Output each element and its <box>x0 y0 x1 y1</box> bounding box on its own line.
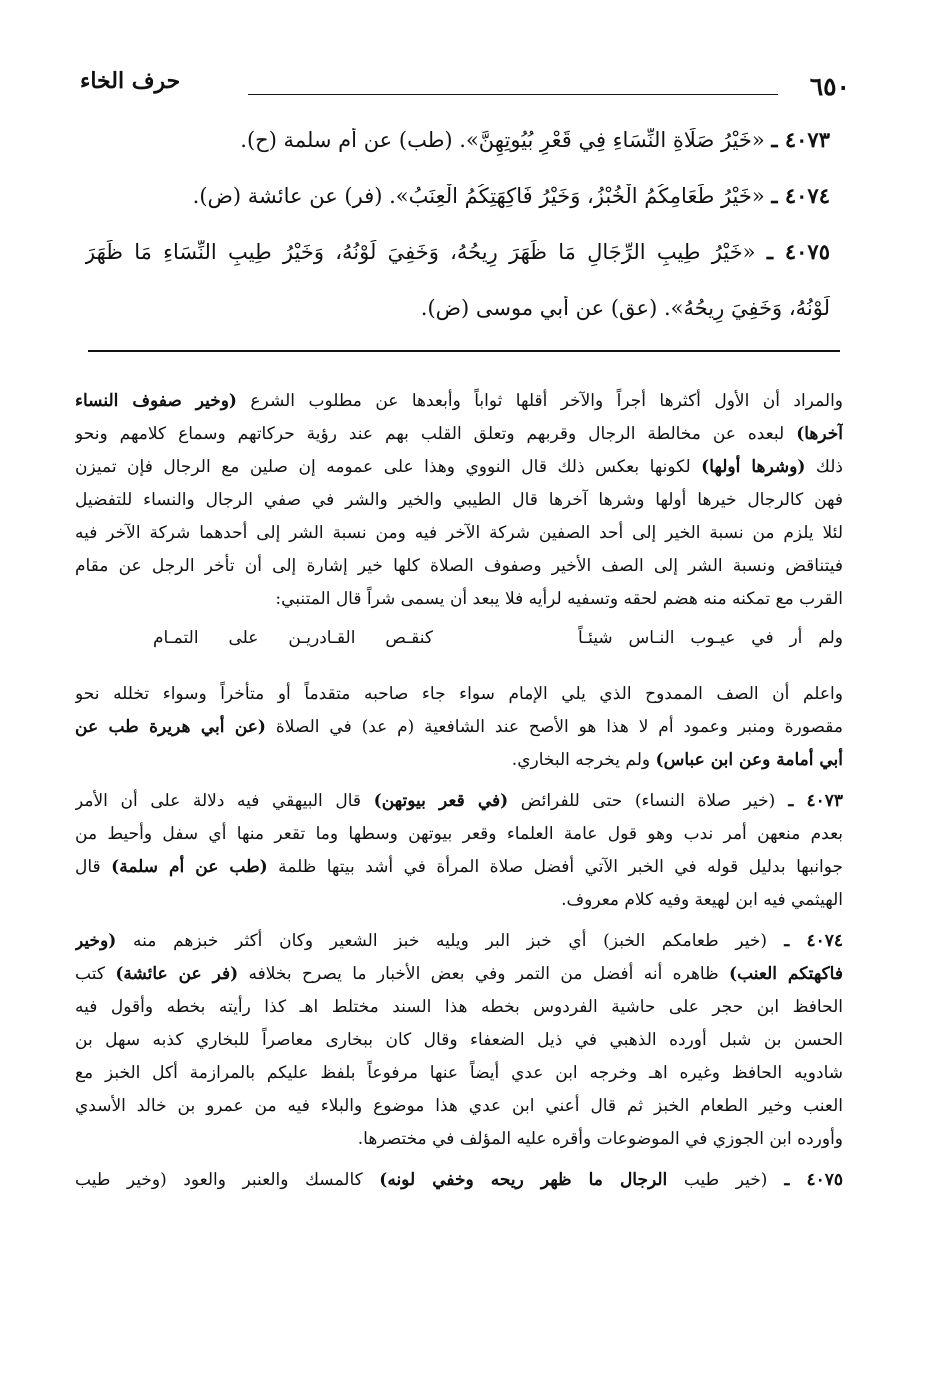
commentary-line <box>75 925 843 958</box>
bold-run: فاكهتكم العنب) <box>729 964 843 984</box>
commentary-line <box>75 517 843 550</box>
hadith-number: ٤٠٧٥ ـ <box>766 240 830 264</box>
commentary-line <box>75 1024 843 1057</box>
text-run: لكونها بعكس ذلك قال النووي وهذا على عمومه إن صلين مع الرجال فإن تميزن <box>75 457 702 477</box>
text-run: الحافظ ابن حجر على حاشية الفردوس بخطه هذا السند مختلط اهـ كذا رأيته بخطه وأقول فيه <box>75 997 843 1017</box>
commentary-line <box>75 385 843 418</box>
text-run: الحسن بن شبل أورده الذهبي في ذيل الضعفاء وقال كان ببخارى معاصراً للبخاري كذبه سهل بن <box>75 1030 843 1050</box>
text-run: جوانبها بدليل قوله في الخبر الآتي أفضل صلاة المرأة في أشد بيتها ظلمة <box>267 857 843 877</box>
hadith-text: «خَيْرُ صَلَاةِ النِّسَاءِ فِي قَعْرِ بُيُوتِهِنَّ». (طب) عن أم سلمة (ح). <box>240 128 765 152</box>
hadith-4074 <box>85 184 830 240</box>
commentary-line <box>75 418 843 451</box>
text-run: كتب <box>75 964 116 984</box>
commentary-line <box>75 1164 843 1197</box>
chapter-title: حرف الخاء <box>80 68 181 94</box>
commentary-line <box>75 583 843 616</box>
text-run: قال البيهقي فيه دلالة على أن الأمر <box>75 791 374 811</box>
hadith-4073 <box>85 128 830 184</box>
verse-first-hemistich: ولم أر في عيـوب النـاس شيئـاً <box>578 628 843 648</box>
commentary-line <box>75 550 843 583</box>
hadith-4075-continued <box>85 296 830 352</box>
text-run: لبعده عن مخالطة الرجال وقربهم وتعلق القلب بهم عند رؤية حركاتهم وسماع كلامهم ونحو <box>75 424 797 444</box>
hadith-text: لَوْنُهُ، وَخَفِيَ رِيحُهُ». (عق) عن أبي موسى (ض). <box>420 296 830 320</box>
text-run: (خير صلاة النساء) حتى للفرائض <box>508 791 776 811</box>
text-run: مقصورة ومنبر وعمود أم لا هذا هو الأصح عند الشافعية (م عد) في الصلاة <box>265 717 843 737</box>
text-run: (خير طعامكم الخبز) أي خبز البر ويليه خبز الشعير وكان أكثر خبزهم منه <box>116 931 768 951</box>
bold-run: أبي أمامة وعن ابن عباس) <box>655 750 843 770</box>
hadith-number: ٤٠٧٣ ـ <box>771 128 830 152</box>
commentary-line <box>75 484 843 517</box>
bold-run: (فر عن عائشة) <box>115 964 239 984</box>
commentary-line <box>75 1123 843 1156</box>
bold-run: (عن أبي هريرة طب عن <box>75 717 266 737</box>
verse-second-hemistich: كنقـص القـادريـن على التمـام <box>153 628 433 648</box>
text-run: شادويه الحافظ وغيره اهـ وخرجه ابن عدي أيضاً عنها مرفوعاً بلفظ عليكم بالمرازمة أكل الخبز مع <box>75 1063 843 1083</box>
poetry-verse <box>75 616 843 678</box>
hadith-texts <box>85 128 830 352</box>
commentary-line <box>75 1090 843 1123</box>
hadith-text: «خَيْرُ طِيبِ الرِّجَالِ مَا ظَهَرَ رِيحُهُ، وَخَفِيَ لَوْنُهُ، وَخَيْرُ طِيبِ النِّسَاءِ مَا ظَهَرَ <box>85 240 756 264</box>
bold-run: الرجال ما ظهر ريحه وخفي لونه) <box>379 1170 668 1190</box>
text-run: بعدم منعهن أمر ندب وهو قول عامة العلماء وقعر بيوتهن وسطها وما تقعر منها أي سفل وأحيط من <box>75 824 843 844</box>
commentary-line <box>75 991 843 1024</box>
section-separator <box>88 350 840 352</box>
commentary-line <box>75 711 843 744</box>
text-run: وأورده ابن الجوزي في الموضوعات وأقره عليه المؤلف في مختصرها. <box>357 1129 843 1149</box>
bold-run: (وخير صفوف النساء <box>75 391 237 411</box>
text-run: العنب وخير الطعام الخبز ثم قال أعني ابن عدي هذا موضوع والبلاء فيه من عمرو بن خالد الأسدي <box>75 1096 843 1116</box>
text-run: (وخير طيب <box>75 1170 167 1190</box>
entry-number: ٤٠٧٣ ـ <box>775 791 843 811</box>
bold-run: (وشرها أولها) <box>701 457 806 477</box>
bold-run: آخرها) <box>796 424 843 444</box>
commentary-line <box>75 818 843 851</box>
entry-number: ٤٠٧٤ ـ <box>767 931 843 951</box>
commentary-line <box>75 958 843 991</box>
commentary-line <box>75 451 843 484</box>
text-run: فيتناقض ونسبة الشر إلى الصف الأخير وصفوف الصلاة كلها خير إشارة إلى أن تأخر الرجل عن مقام <box>75 556 843 576</box>
commentary-line <box>75 884 843 917</box>
bold-run: (في قعر بيوتهن) <box>373 791 509 811</box>
text-run: والمراد أن الأول أكثرها أجراً والآخر أقلها ثواباً وأبعدها عن مطلوب الشرع <box>236 391 843 411</box>
page-header <box>80 66 850 106</box>
text-run: الهيثمي فيه ابن لهيعة وفيه كلام معروف. <box>561 890 843 910</box>
text-run: ولم يخرجه البخاري. <box>511 750 656 770</box>
bold-run: (وخير <box>75 931 117 951</box>
commentary-line <box>75 1057 843 1090</box>
text-run: قال <box>75 857 112 877</box>
commentary-line <box>75 851 843 884</box>
text-run: القرب مع تمكنه منه هضم لحقه وتسفيه لرأيه فلا يبعد أن يسمى شراً قال المتنبي: <box>275 589 843 609</box>
text-run: ظاهره أنه أفضل من التمر وفي بعض الأخبار ما يصرح بخلافه <box>238 964 730 984</box>
entry-number: ٤٠٧٥ ـ <box>767 1170 843 1190</box>
text-run: كالمسك والعنبر والعود <box>166 1170 380 1190</box>
commentary <box>75 385 843 1197</box>
header-rule <box>248 94 778 95</box>
commentary-line <box>75 678 843 711</box>
text-run: واعلم أن الصف الممدوح الذي يلي الإمام سواء جاء صاحبه متقدماً أو متأخراً وسواء تخلله نحو <box>75 684 843 704</box>
text-run: (خير طيب <box>667 1170 768 1190</box>
hadith-number: ٤٠٧٤ ـ <box>771 184 830 208</box>
commentary-line <box>75 744 843 777</box>
text-run: فهن كالرجال خيرها أولها وشرها آخرها قال الطيبي والخير والشر في صفي الرجال والنساء للتفضيل <box>75 490 843 510</box>
bold-run: (طب عن أم سلمة) <box>111 857 268 877</box>
page-number: ٦٥٠ <box>809 72 850 101</box>
hadith-text: «خَيْرُ طَعَامِكُمُ الْخُبْزُ، وَخَيْرُ فَاكِهَتِكُمُ الْعِنَبُ». (فر) عن عائشة (ض). <box>192 184 765 208</box>
text-run: لئلا يلزم من نسبة الخير إلى أحد الصفين شركة الآخر فيه ومن نسبة الشر إلى أحدهما شركة الآخر فيه <box>75 523 843 543</box>
commentary-line <box>75 785 843 818</box>
text-run: ذلك <box>805 457 843 477</box>
hadith-4075 <box>85 240 830 296</box>
